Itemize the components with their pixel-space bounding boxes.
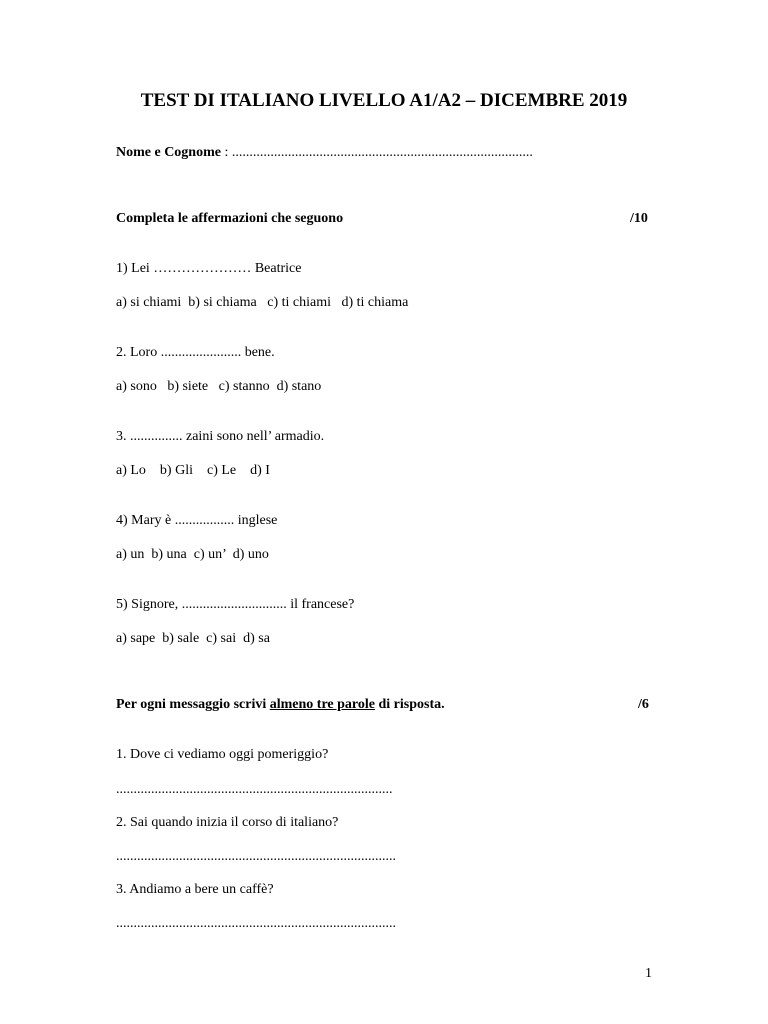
question-1-options: a) si chiami b) si chiama c) ti chiami d) ti chiama bbox=[116, 295, 409, 310]
name-field-dots: ...................................................................................... bbox=[231, 145, 533, 160]
message-answer-line-3: ................................................................................ bbox=[116, 916, 396, 931]
message-question-2: 2. Sai quando inizia il corso di italiano? bbox=[116, 815, 339, 830]
section2-heading-before: Per ogni messaggio scrivi bbox=[116, 697, 270, 712]
section2-heading-after: di risposta. bbox=[374, 697, 445, 712]
question-3: 3. ............... zaini sono nell’ armadio. bbox=[116, 429, 325, 444]
section2-heading bbox=[116, 698, 445, 712]
name-field bbox=[116, 146, 533, 160]
section1-heading: Completa le affermazioni che seguono bbox=[116, 211, 344, 226]
name-field-separator: : bbox=[220, 145, 232, 160]
question-2-options: a) sono b) siete c) stanno d) stano bbox=[116, 379, 322, 394]
message-question-1: 1. Dove ci vediamo oggi pomeriggio? bbox=[116, 747, 329, 762]
question-5-options: a) sape b) sale c) sai d) sa bbox=[116, 631, 270, 646]
name-field-label: Nome e Cognome bbox=[116, 145, 221, 160]
section2-heading-underlined: almeno tre parole bbox=[269, 697, 375, 712]
question-4: 4) Mary è ................. inglese bbox=[116, 513, 278, 528]
question-4-options: a) un b) una c) un’ d) uno bbox=[116, 547, 269, 562]
question-3-options: a) Lo b) Gli c) Le d) I bbox=[116, 463, 270, 478]
question-1: 1) Lei ………………… Beatrice bbox=[116, 261, 302, 276]
section2-score: /6 bbox=[638, 697, 649, 712]
section1-score: /10 bbox=[630, 211, 648, 226]
page-title: TEST DI ITALIANO LIVELLO A1/A2 – DICEMBRE 2019 bbox=[140, 90, 628, 111]
message-question-3: 3. Andiamo a bere un caffè? bbox=[116, 882, 274, 897]
message-answer-line-2: ................................................................................ bbox=[116, 849, 396, 864]
question-2: 2. Loro ....................... bene. bbox=[116, 345, 275, 360]
question-5: 5) Signore, .............................. il francese? bbox=[116, 597, 355, 612]
page-number: 1 bbox=[645, 966, 652, 981]
message-answer-line-1: ............................................................................... bbox=[116, 782, 393, 797]
